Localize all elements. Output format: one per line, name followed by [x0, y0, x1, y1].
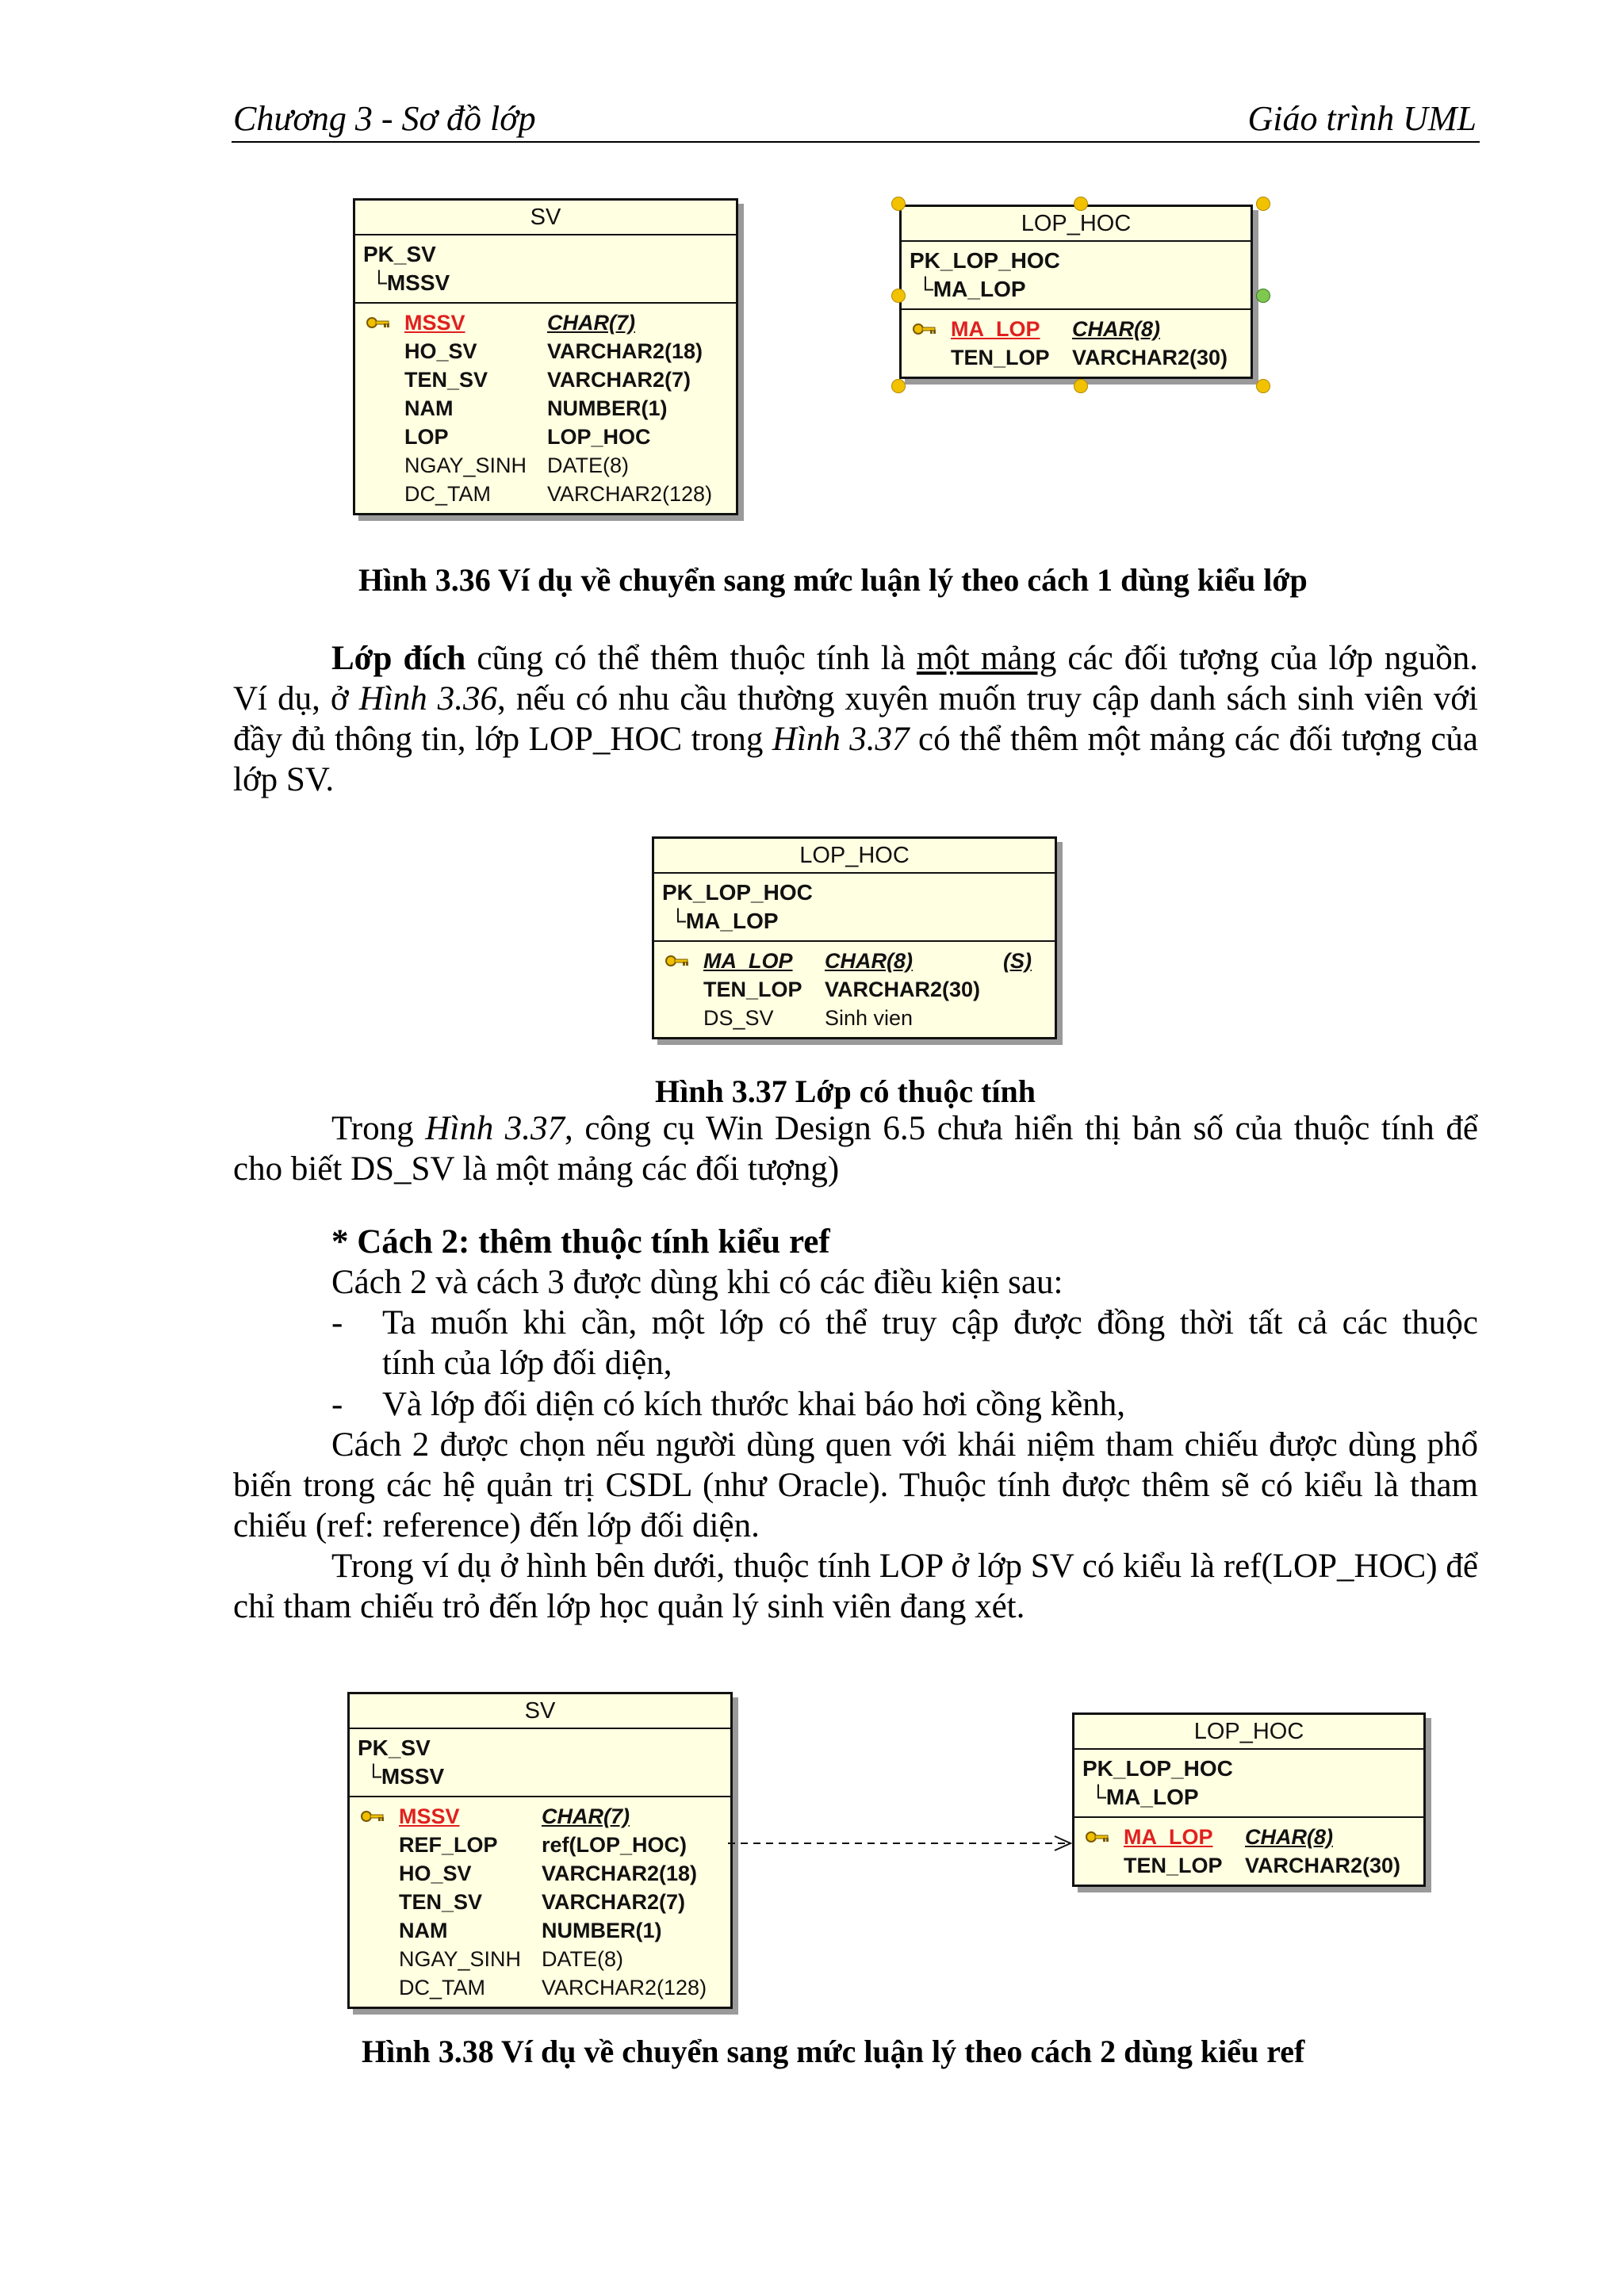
attribute-name: MA_LOP [1124, 1825, 1213, 1849]
attribute-name: TEN_LOP [703, 978, 802, 1001]
attribute-type: Sinh vien [825, 1006, 914, 1030]
attribute-type: CHAR(7) [542, 1804, 630, 1828]
entity-pk-section [902, 242, 1251, 310]
pk-column: └MSSV [366, 1764, 445, 1789]
attribute-name: MSSV [399, 1804, 460, 1828]
attribute-name: REF_LOP [399, 1833, 498, 1857]
attribute-row [350, 1859, 730, 1888]
attribute-name: NAM [399, 1919, 448, 1942]
attribute-type: VARCHAR2(30) [1245, 1854, 1401, 1877]
entity-attributes [1074, 1818, 1423, 1885]
attribute-name: NAM [404, 396, 454, 420]
entity-pk-section [654, 874, 1055, 942]
attribute-type: VARCHAR2(128) [547, 482, 713, 506]
attribute-row [350, 1802, 730, 1831]
entity-sv[interactable] [353, 198, 738, 515]
selection-handle[interactable] [891, 289, 906, 303]
attribute-row [355, 394, 736, 423]
header-rule [232, 141, 1480, 143]
entity-attributes [654, 942, 1055, 1037]
bullet-dash: - [331, 1304, 343, 1341]
running-header-chapter: Chương 3 - Sơ đồ lớp [233, 99, 536, 138]
body-paragraph: Trong ví dụ ở hình bên dưới, thuộc tính LOP ở lớp SV có kiểu là ref(LOP_HOC) để chỉ tham chiếu trỏ đến lớp học quản lý sinh viên đang xét. [233, 1548, 1478, 1625]
attribute-row [350, 1831, 730, 1859]
attribute-type: VARCHAR2(7) [547, 368, 691, 392]
attribute-row [355, 308, 736, 337]
selection-handle[interactable] [1074, 379, 1088, 393]
attribute-row [654, 1004, 1055, 1032]
attribute-type: CHAR(8) [1072, 317, 1160, 341]
bullet-item: Ta muốn khi cần, một lớp có thể truy cập được đồng thời tất cả các thuộc [382, 1304, 1478, 1341]
attribute-row [1074, 1851, 1423, 1880]
attribute-name: MA_LOP [951, 317, 1040, 341]
attribute-row [355, 451, 736, 480]
entity-attributes [350, 1797, 730, 2007]
pk-name: PK_LOP_HOC [662, 880, 813, 905]
attribute-type: LOP_HOC [547, 425, 651, 449]
key-icon [1084, 1823, 1111, 1851]
pk-name: PK_LOP_HOC [910, 248, 1060, 273]
bullet-item: Và lớp đối diện có kích thước khai báo hơi cồng kềnh, [382, 1386, 1125, 1423]
attribute-type: VARCHAR2(18) [542, 1862, 698, 1885]
entity-lop-hoc[interactable] [899, 205, 1253, 379]
attribute-name: NGAY_SINH [404, 453, 527, 477]
attribute-row [902, 315, 1251, 343]
entity-pk-section [355, 235, 736, 304]
selection-handle[interactable] [891, 379, 906, 393]
attribute-type: VARCHAR2(30) [1072, 346, 1228, 369]
entity-title: LOP_HOC [1074, 1715, 1423, 1750]
attribute-name: HO_SV [399, 1862, 472, 1885]
selection-handle[interactable] [1074, 197, 1088, 211]
entity-title: LOP_HOC [902, 207, 1251, 242]
figure-caption: Hình 3.36 Ví dụ về chuyển sang mức luận lý theo cách 1 dùng kiểu lớp [358, 562, 1308, 598]
pk-name: PK_SV [363, 242, 436, 266]
entity-attributes [902, 310, 1251, 377]
figure-caption: Hình 3.38 Ví dụ về chuyển sang mức luận lý theo cách 2 dùng kiểu ref [362, 2034, 1305, 2069]
attribute-row [654, 947, 1055, 975]
key-icon [911, 315, 938, 343]
entity-title: SV [355, 201, 736, 235]
attribute-name: DS_SV [703, 1006, 774, 1030]
pk-column: └MA_LOP [917, 277, 1026, 301]
attribute-row [355, 365, 736, 394]
attribute-row [654, 975, 1055, 1004]
attribute-type: CHAR(8) [1245, 1825, 1333, 1849]
entity-lop-hoc[interactable] [652, 836, 1057, 1039]
entity-title: SV [350, 1694, 730, 1729]
pk-name: PK_LOP_HOC [1082, 1756, 1233, 1781]
attribute-type: NUMBER(1) [547, 396, 668, 420]
section-heading: * Cách 2: thêm thuộc tính kiểu ref [331, 1223, 830, 1261]
attribute-row [350, 1945, 730, 1973]
attribute-name: DC_TAM [404, 482, 492, 506]
attribute-name: TEN_LOP [1124, 1854, 1223, 1877]
attribute-name: TEN_SV [399, 1890, 483, 1914]
attribute-type: VARCHAR2(128) [542, 1976, 707, 1999]
entity-lop-hoc[interactable] [1072, 1712, 1426, 1887]
attribute-type: DATE(8) [547, 453, 630, 477]
body-paragraph: Cách 2 được chọn nếu người dùng quen với khái niệm tham chiếu được dùng phổ biến trong các hệ quản trị CSDL (như Oracle). Thuộc tính được thêm sẽ có kiểu là tham chiếu (ref: reference) đến lớp đối diện. [233, 1426, 1478, 1544]
body-line: Cách 2 và cách 3 được dùng khi có các điều kiện sau: [331, 1264, 1063, 1301]
pk-column: └MA_LOP [670, 909, 779, 933]
attribute-stereotype: (S) [1003, 949, 1032, 973]
attribute-type: VARCHAR2(18) [547, 339, 703, 363]
key-icon [664, 947, 691, 975]
attribute-name: MSSV [404, 311, 465, 335]
attribute-name: HO_SV [404, 339, 477, 363]
attribute-row [902, 343, 1251, 372]
attribute-name: MA_LOP [703, 949, 793, 973]
selection-handle[interactable] [1256, 197, 1270, 211]
body-line: cho biết DS_SV là một mảng các đối tượng) [233, 1150, 840, 1188]
selection-handle[interactable] [1256, 379, 1270, 393]
attribute-name: DC_TAM [399, 1976, 486, 1999]
pk-column: └MA_LOP [1090, 1785, 1199, 1809]
pk-name: PK_SV [358, 1735, 431, 1760]
attribute-name: TEN_SV [404, 368, 488, 392]
attribute-row [350, 1916, 730, 1945]
attribute-row [350, 1888, 730, 1916]
figure-caption: Hình 3.37 Lớp có thuộc tính [655, 1073, 1036, 1109]
reference-arrow[interactable] [728, 1831, 1077, 1855]
key-icon [365, 308, 392, 337]
attribute-type: CHAR(7) [547, 311, 635, 335]
entity-sv[interactable] [347, 1692, 733, 2009]
attribute-name: LOP [404, 425, 449, 449]
attribute-name: TEN_LOP [951, 346, 1050, 369]
entity-pk-section [1074, 1750, 1423, 1818]
attribute-name: NGAY_SINH [399, 1947, 522, 1971]
key-icon [359, 1802, 386, 1831]
attribute-row [355, 480, 736, 508]
attribute-type: ref(LOP_HOC) [542, 1833, 688, 1857]
entity-attributes [355, 304, 736, 513]
bullet-dash: - [331, 1386, 343, 1423]
pk-column: └MSSV [371, 270, 450, 295]
body-paragraph: Trong Hình 3.37, công cụ Win Design 6.5 chưa hiển thị bản số của thuộc tính để [331, 1110, 1478, 1147]
selection-handle[interactable] [891, 197, 906, 211]
entity-pk-section [350, 1729, 730, 1797]
attribute-row [355, 337, 736, 365]
entity-title: LOP_HOC [654, 839, 1055, 874]
attribute-type: DATE(8) [542, 1947, 624, 1971]
attribute-type: CHAR(8) [825, 949, 913, 973]
body-paragraph: Lớp đích cũng có thể thêm thuộc tính là một mảng các đối tượng của lớp nguồn. Ví dụ, ở Hình 3.36, nếu có nhu cầu thường xuyên muốn truy cập danh sách sinh viên với đầy đủ thông tin, lớp LOP_HOC trong Hình 3.37 có thể thêm một mảng các đối tượng của lớp SV. [233, 640, 1478, 798]
running-header-book: Giáo trình UML [1247, 99, 1477, 138]
bullet-item-continued: tính của lớp đối diện, [382, 1345, 672, 1382]
attribute-type: VARCHAR2(30) [825, 978, 981, 1001]
attribute-type: NUMBER(1) [542, 1919, 662, 1942]
selection-handle[interactable] [1256, 289, 1270, 303]
attribute-type: VARCHAR2(7) [542, 1890, 686, 1914]
attribute-row [1074, 1823, 1423, 1851]
attribute-row [350, 1973, 730, 2002]
attribute-row [355, 423, 736, 451]
